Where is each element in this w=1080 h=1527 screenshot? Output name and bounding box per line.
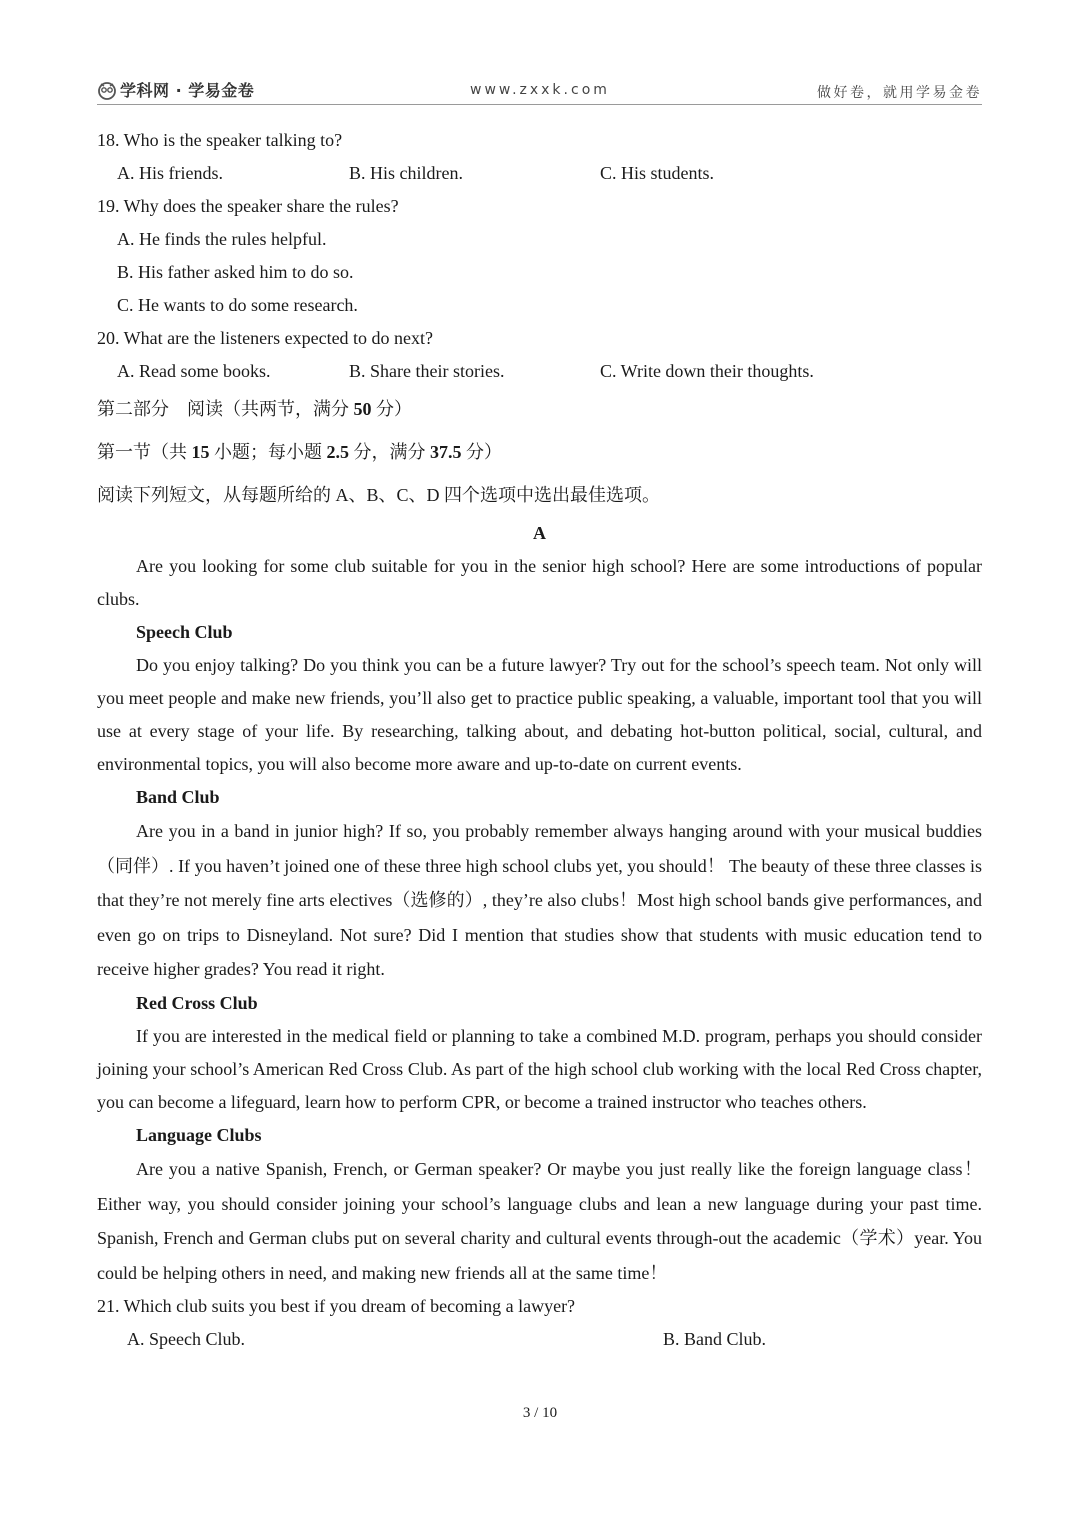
instruction: 阅读下列短文，从每题所给的 A、B、C、D 四个选项中选出最佳选项。 bbox=[97, 485, 661, 505]
question-stem: 18. Who is the speaker talking to? bbox=[97, 130, 343, 150]
question-stem: 20. What are the listeners expected to do next? bbox=[97, 328, 434, 348]
club-paragraph: Are you in a band in junior high? If so, you probably remember always hanging around with your musical buddies（同伴）. If you haven’t joined one of these three high school clubs yet, you should！ The beauty of these three classes is that they’re not merely fine arts electives（选修的）, they’re also clubs！Most high school bands give performances, and even go on trips to Disneyland. Not sure? Did I mention that studies show that students with music education tend to receive higher grades? You read it right. bbox=[97, 821, 982, 980]
option: B. Band Club. bbox=[663, 1329, 767, 1350]
page-header bbox=[97, 76, 982, 105]
passage-intro: Are you looking for some club suitable for you in the senior high school? Here are some introductions of popular clubs. bbox=[97, 556, 982, 609]
passage-label: A bbox=[533, 523, 546, 543]
option: C. His students. bbox=[600, 163, 715, 183]
club-heading: Band Club bbox=[136, 787, 220, 807]
club-paragraph: If you are interested in the medical field or planning to take a combined M.D. program, perhaps you should consider joining your school’s American Red Cross Club. As part of the high school club working with the local Red Cross chapter, you can become a lifeguard, learn how to perform CPR, or become a trained instructor who teaches others. bbox=[97, 1025, 982, 1112]
option: A. Speech Club. bbox=[127, 1329, 245, 1350]
option: C. He wants to do some research. bbox=[117, 295, 358, 315]
header-slogan: 做好卷，就用学易金卷 bbox=[817, 85, 982, 101]
club-heading: Speech Club bbox=[136, 622, 233, 642]
club-paragraph: Are you a native Spanish, French, or German speaker? Or maybe you just really like the foreign language class！ Either way, you should consider joining your school’s language clubs and lean a new language during your past time. Spanish, French and German clubs put on several charity and cultural events through-out the academic（学术）year. You could be helping others in need, and making new friends all at the same time！ bbox=[97, 1158, 982, 1283]
option: A. He finds the rules helpful. bbox=[117, 229, 327, 249]
question-stem: 19. Why does the speaker share the rules? bbox=[97, 196, 399, 216]
section-title: 第一节（共 15 小题；每小题 2.5 分，满分 37.5 分） bbox=[97, 442, 502, 462]
option-row bbox=[97, 157, 982, 190]
site-url: www.zxxk.com bbox=[470, 82, 610, 98]
logo-text: 学科网 · 学易金卷 bbox=[120, 81, 255, 100]
club-heading: Red Cross Club bbox=[136, 992, 258, 1013]
page-content bbox=[97, 124, 982, 1356]
page-number: 3 / 10 bbox=[522, 1405, 558, 1421]
club-paragraph: Do you enjoy talking? Do you think you can be a future lawyer? Try out for the school’s speech team. Not only will you meet people and make new friends, you’ll also get to practice public speaking, a valuable, important tool that you will use at every stage of your life. By researching, talking about, and debating hot-button political, social, cultural, and environmental topics, you will also become more aware and up-to-date on current events. bbox=[97, 655, 982, 774]
option-row bbox=[97, 355, 982, 388]
club-heading: Language Clubs bbox=[136, 1124, 262, 1145]
option: A. His friends. bbox=[117, 163, 223, 183]
option: C. Write down their thoughts. bbox=[600, 361, 814, 381]
option: B. His father asked him to do so. bbox=[117, 262, 354, 282]
option-row bbox=[97, 1323, 982, 1356]
option: B. His children. bbox=[349, 163, 463, 183]
logo-owl-icon bbox=[97, 80, 117, 100]
option: B. Share their stories. bbox=[349, 361, 505, 381]
logo bbox=[97, 78, 254, 101]
part-title: 第二部分 阅读（共两节，满分 50 分） bbox=[97, 399, 412, 419]
question-stem: 21. Which club suits you best if you dream of becoming a lawyer? bbox=[97, 1296, 576, 1317]
option: A. Read some books. bbox=[117, 361, 271, 381]
